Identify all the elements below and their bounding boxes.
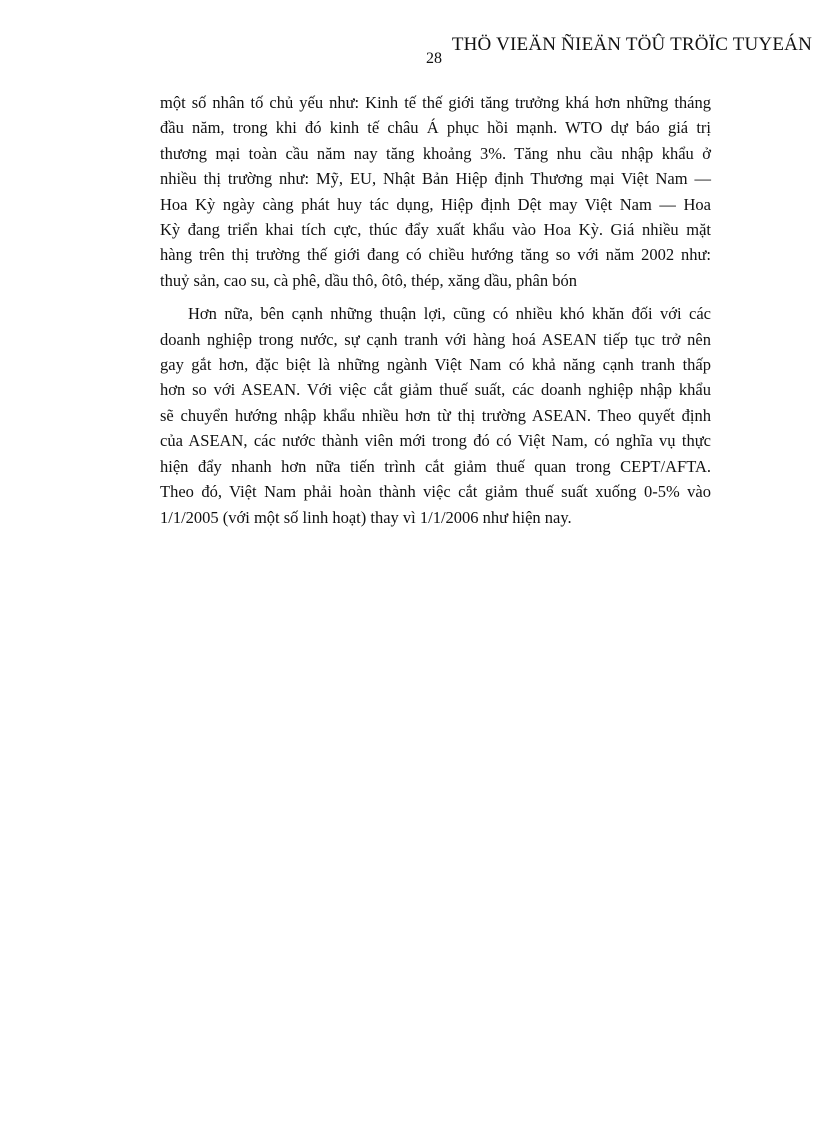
text-line: của ASEAN, các nước thành viên mới trong đó có Việt Nam, có nghĩa vụ thực bbox=[160, 431, 711, 451]
text-line: thuỷ sản, cao su, cà phê, dầu thô, ôtô, thép, xăng dầu, phân bón bbox=[160, 270, 577, 290]
paragraph-1 bbox=[160, 90, 711, 293]
text-line: Theo đó, Việt Nam phải hoàn thành việc cắt giảm thuế suất xuống 0-5% vào bbox=[160, 482, 711, 502]
text-line: một số nhân tố chủ yếu như: Kinh tế thế giới tăng trưởng khá hơn những tháng bbox=[160, 93, 711, 112]
text-line: Kỳ đang triển khai tích cực, thúc đẩy xuất khẩu vào Hoa Kỳ. Giá nhiều mặt bbox=[160, 220, 711, 240]
library-header-text: THÖ VIEÄN ÑIEÄN TÖÛ TRÖÏC TUYEÁN bbox=[451, 34, 812, 55]
text-line: gay gắt hơn, đặc biệt là những ngành Việt Nam có khả năng cạnh tranh thấp bbox=[160, 355, 711, 375]
text-line: hiện đẩy nhanh hơn nữa tiến trình cắt giảm thuế quan trong CEPT/AFTA. bbox=[160, 456, 711, 476]
text-line: Hoa Kỳ ngày càng phát huy tác dụng, Hiệp định Dệt may Việt Nam — Hoa bbox=[160, 194, 711, 214]
text-line: 1/1/2005 (với một số linh hoạt) thay vì 1/1/2006 như hiện nay. bbox=[160, 507, 572, 527]
text-line: thương mại toàn cầu năm nay tăng khoảng 3%. Tăng nhu cầu nhập khẩu ở bbox=[160, 143, 711, 163]
paragraph-2 bbox=[160, 301, 711, 530]
text-line: nhiều thị trường như: Mỹ, EU, Nhật Bản Hiệp định Thương mại Việt Nam — bbox=[160, 169, 711, 189]
page-number: 28 bbox=[426, 50, 442, 67]
document-body bbox=[160, 90, 711, 530]
text-line: đầu năm, trong khi đó kinh tế châu Á phục hồi mạnh. WTO dự báo giá trị bbox=[160, 118, 711, 138]
text-line: sẽ chuyển hướng nhập khẩu nhiều hơn từ thị trường ASEAN. Theo quyết định bbox=[160, 405, 711, 425]
text-line: doanh nghiệp trong nước, sự cạnh tranh với hàng hoá ASEAN tiếp tục trở nên bbox=[160, 329, 711, 349]
text-line: hàng trên thị trường thế giới đang có chiều hướng tăng so với năm 2002 như: bbox=[160, 245, 711, 265]
text-line: hơn so với ASEAN. Với việc cắt giảm thuế suất, các doanh nghiệp nhập khẩu bbox=[160, 380, 711, 400]
text-line: Hơn nữa, bên cạnh những thuận lợi, cũng có nhiều khó khăn đối với các bbox=[188, 304, 711, 324]
